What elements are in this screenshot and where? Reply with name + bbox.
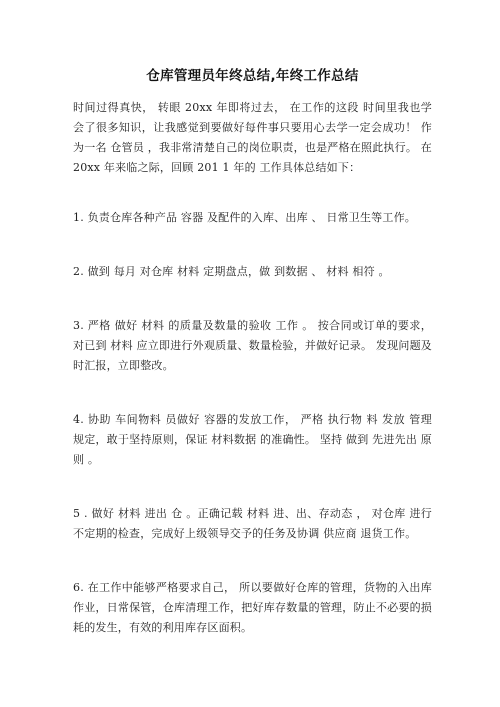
list-item-3: 3. 严格 做好 材料 的质量及数量的验收 工作 。 按合同或订单的要求，对已到 材料 应立即进行外观质量、数量检验，并做好记录。 发现问题及时汇报，立即整改。 [73,319,432,372]
document-title: 仓库管理员年终总结,年终工作总结 [146,68,359,84]
intro-paragraph: 时间过得真快， 转眼 20xx 年即将过去， 在工作的这段 时间里我也学会了很多知识，让我感觉到要做好每件事只要用心去学一定会成功！ 作为一名 仓管员 ，我非常清楚自己的岗位职责，也是严格在照此执行。 在 20xx 年来临之际，回顾 201 1 年的 工作具体总结如下： [73,101,432,174]
list-item-1: 1. 负责仓库各种产品 容器 及配件的入库、出库 、 日常卫生等工作。 [73,211,416,224]
list-item-4: 4. 协助 车间物料 员做好 容器的发放工作， 严格 执行物 料 发放 管理 规定，敢于坚持原则，保证 材料数据 的准确性。 坚持 做到 先进先出 原则 。 [73,413,432,466]
list-item-2: 2. 做到 每月 对仓库 材料 定期盘点，做 到数据 、 材料 相符 。 [73,265,390,278]
list-item-5: 5 . 做好 材料 进出 仓 。正确记载 材料 进、出、存动态 ， 对仓库 进行 不定期的检查，完成好上级领导交予的任务及协调 供应商 退货工作。 [73,507,432,540]
list-item-6: 6. 在工作中能够严格要求自己， 所以要做好仓库的管理，货物的入出库作业，日常保管，仓库清理工作，把好库存数量的管理，防止不必要的损耗的发生，有效的利用库存区面积。 [73,581,432,634]
